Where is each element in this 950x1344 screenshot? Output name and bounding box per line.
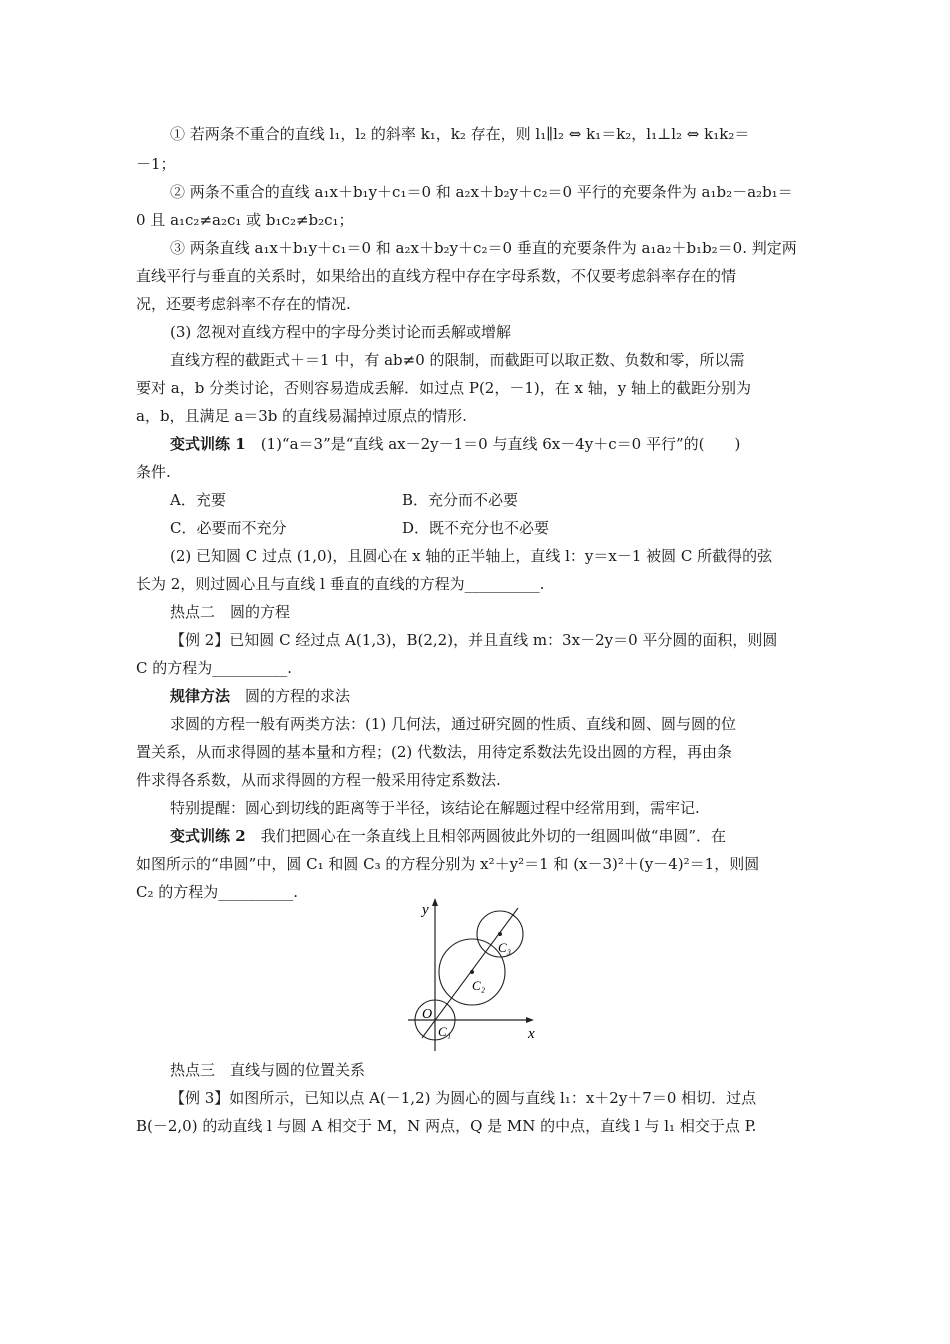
x-axis-label: x xyxy=(528,1026,535,1042)
option-a: A．充要 xyxy=(170,491,226,509)
text-line: 况，还要考虑斜率不存在的情况. xyxy=(136,295,351,313)
text-line: 直线平行与垂直的关系时，如果给出的直线方程中存在字母系数，不仅要考虑斜率存在的情 xyxy=(136,267,737,285)
method-title: 圆的方程的求法 xyxy=(245,687,351,705)
option-c: C．必要而不充分 xyxy=(170,519,287,537)
example-line: 【例 3】如图所示，已知以点 A(－1,2) 为圆心的圆与直线 l₁：x＋2y＋7＝0 相切．过点 xyxy=(170,1089,757,1107)
text-line: 0 且 a₁c₂≠a₂c₁ 或 b₁c₂≠b₂c₁； xyxy=(136,211,354,229)
method-label: 规律方法 xyxy=(170,687,231,705)
text-line: 直线方程的截距式＋＝1 中，有 ab≠0 的限制，而截距可以取正数、负数和零，所以需 xyxy=(170,351,745,369)
option-d: D．既不充分也不必要 xyxy=(402,519,550,537)
variant-1-label: 变式训练 1 xyxy=(170,435,246,453)
example-line: 【例 2】已知圆 C 经过点 A(1,3)，B(2,2)，并且直线 m：3x－2y＝0 平分圆的面积，则圆 xyxy=(170,631,778,649)
text-line: ① 若两条不重合的直线 l₁，l₂ 的斜率 k₁，k₂ 存在，则 l₁∥l₂ ⇔ k₁＝k₂，l₁⊥l₂ ⇔ k₁k₂＝ xyxy=(170,125,750,143)
text-line: －1； xyxy=(136,155,176,173)
text-line: 长为 2，则过圆心且与直线 l 垂直的直线的方程为__________. xyxy=(136,575,545,593)
y-axis-arrow xyxy=(432,898,438,906)
text-line: ③ 两条直线 a₁x＋b₁y＋c₁＝0 和 a₂x＋b₂y＋c₂＝0 垂直的充要条件为 a₁a₂＋b₁b₂＝0. 判定两 xyxy=(170,239,797,257)
variant-2-label: 变式训练 2 xyxy=(170,827,246,845)
text-line: C₂ 的方程为__________. xyxy=(136,883,299,901)
method-line xyxy=(170,686,816,706)
text-line: 置关系，从而求得圆的基本量和方程；(2) 代数法，用待定系数法先设出圆的方程，再由条 xyxy=(136,743,733,761)
question-text: 我们把圆心在一条直线上且相邻两圆彼此外切的一组圆叫做“串圆”．在 xyxy=(260,827,727,845)
c2-label: C₂ xyxy=(472,978,486,993)
center-line xyxy=(422,908,518,1038)
x-axis-arrow xyxy=(526,1017,534,1023)
section-heading: 热点二 圆的方程 xyxy=(170,603,291,621)
serial-circles-figure xyxy=(400,896,550,1056)
text-line: B(－2,0) 的动直线 l 与圆 A 相交于 M，N 两点，Q 是 MN 的中点，直线 l 与 l₁ 相交于点 P. xyxy=(136,1117,757,1135)
text-line: 条件. xyxy=(136,463,171,481)
center-c2-dot xyxy=(470,970,474,974)
text-line: 特别提醒：圆心到切线的距离等于半径，该结论在解题过程中经常用到，需牢记. xyxy=(170,799,700,817)
text-line: 件求得各系数，从而求得圆的方程一般采用待定系数法. xyxy=(136,771,501,789)
text-line: C 的方程为__________. xyxy=(136,659,293,677)
origin-label: O xyxy=(422,1007,433,1022)
center-c3-dot xyxy=(498,932,502,936)
question-text: (1)“a＝3”是“直线 ax－2y－1＝0 与直线 6x－4y＋c＝0 平行”的( ) xyxy=(260,435,741,453)
variant-2-line xyxy=(170,826,816,846)
text-line: 要对 a，b 分类讨论，否则容易造成丢解．如过点 P(2，－1)，在 x 轴，y 轴上的截距分别为 xyxy=(136,379,751,397)
c3-label: C₃ xyxy=(498,940,512,955)
c1-label: C₁ xyxy=(438,1024,452,1039)
section-heading: (3) 忽视对直线方程中的字母分类讨论而丢解或增解 xyxy=(170,323,512,341)
text-line: a，b，且满足 a＝3b 的直线易漏掉过原点的情形. xyxy=(136,407,467,425)
text-line: (2) 已知圆 C 过点 (1,0)，且圆心在 x 轴的正半轴上，直线 l：y＝x－1 被圆 C 所截得的弦 xyxy=(170,547,773,565)
text-line: 求圆的方程一般有两类方法：(1) 几何法，通过研究圆的性质、直线和圆、圆与圆的位 xyxy=(170,715,737,733)
text-line: ② 两条不重合的直线 a₁x＋b₁y＋c₁＝0 和 a₂x＋b₂y＋c₂＝0 平行的充要条件为 a₁b₂－a₂b₁＝ xyxy=(170,183,793,201)
variant-1-line xyxy=(170,434,816,454)
section-heading: 热点三 直线与圆的位置关系 xyxy=(170,1061,366,1079)
option-b: B．充分而不必要 xyxy=(402,491,519,509)
y-axis-label: y xyxy=(422,902,429,918)
text-line: 如图所示的“串圆”中，圆 C₁ 和圆 C₃ 的方程分别为 x²＋y²＝1 和 (x－3)²＋(y－4)²＝1，则圆 xyxy=(136,855,760,873)
